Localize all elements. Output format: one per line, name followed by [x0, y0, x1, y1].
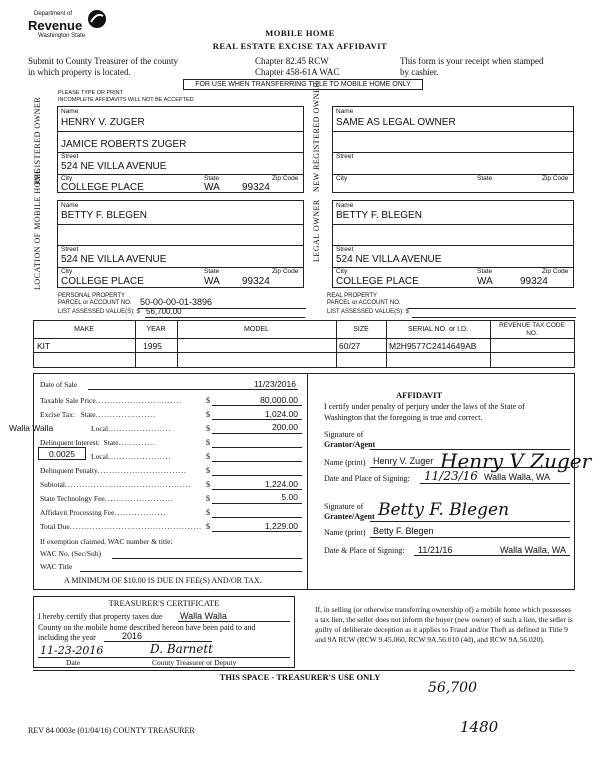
nro-city-label: City [336, 175, 348, 182]
rp-label2: PARCEL or ACCOUNT NO. [327, 300, 401, 306]
ro-city: COLLEGE PLACE [61, 182, 144, 193]
nro-state-label: State [477, 175, 493, 182]
grantee-signature: Betty F. Blegen [378, 500, 510, 520]
rp-assessed-label: LIST ASSESSED VALUE(S): $ [327, 309, 409, 315]
form-title2: REAL ESTATE EXCISE TAX AFFIDAVIT [212, 41, 388, 51]
lo-street: 524 NE VILLA AVENUE [336, 254, 442, 265]
affidavit-fee-dollar: $ [206, 508, 210, 517]
submit-text2: in which property is located. [28, 67, 131, 77]
nro-name: SAME AS LEGAL OWNER [336, 117, 456, 128]
treasurer-sig-label: County Treasurer or Deputy [152, 658, 237, 667]
loc-name-label: Name [61, 202, 79, 209]
treasurer-line2: County on the mobile home described hereon have been paid to and [38, 623, 256, 632]
ro-name1: HENRY V. ZUGER [61, 117, 145, 128]
taxable-dollar: $ [206, 396, 210, 405]
chapter2: Chapter 458-61A WAC [255, 67, 340, 77]
dept-line2: Revenue [28, 18, 83, 33]
print-note1: PLEASE TYPE OR PRINT [58, 90, 124, 96]
local-county: Walla Walla [9, 423, 54, 433]
loc-state-label: State [204, 268, 220, 275]
delinquent-label: Delinquent Interest: State............. [40, 438, 156, 447]
loc-street-label: Street [61, 246, 79, 253]
ro-street-label: Street [61, 153, 79, 160]
rp-label1: REAL PROPERTY [327, 293, 378, 299]
taxable-value: 80,000.00 [260, 395, 298, 405]
fraud-notice: If, in selling (or otherwise transferring ownership of) a mobile home which possesses a tax lien, the seller does not inform the buyer (new owner) of such a lien, the seller is guilty of deliberate deception as it applies to Fraud and/or Theft as defined in Title 9 and 9A RCW (RCW 9.45.060, RCW 9A.56.010 (4d), and RCW 9A.56.020). [315, 605, 573, 644]
grantee-date: 11/21/16 [418, 545, 453, 555]
ro-name2: JAMICE ROBERTS ZUGER [61, 139, 187, 150]
dept-line1: Department of [34, 11, 73, 17]
wac-title-label: WAC Title [40, 562, 73, 571]
grantee-name-label: Name (print) [324, 528, 366, 537]
date-of-sale-value: 11/23/2016 [254, 379, 296, 389]
lo-zip: 99324 [520, 276, 548, 287]
excise-state-value: 1,024.00 [264, 409, 298, 419]
th-model: MODEL [244, 326, 269, 333]
ro-zip: 99324 [242, 182, 270, 193]
grantee-name: Betty F. Blegen [373, 526, 434, 536]
receipt2: by cashier. [400, 67, 439, 77]
loc-zip-label: Zip Code [272, 268, 299, 275]
pp-label2: PARCEL or ACCOUNT NO. [58, 300, 132, 306]
minimum-note: A MINIMUM OF $10.00 IS DUE IN FEE(S) AND/OR TAX. [64, 576, 262, 585]
loc-city: COLLEGE PLACE [61, 276, 144, 287]
chapter1: Chapter 82.45 RCW [255, 56, 329, 66]
td-size: 60/27 [339, 341, 361, 351]
wac-no-label: WAC No. (Sec/Sub) [40, 549, 102, 558]
td-year: 1995 [143, 341, 162, 351]
td-make: KIT [37, 341, 51, 351]
submit-text1: Submit to County Treasurer of the county [28, 56, 178, 66]
lo-zip-label: Zip Code [542, 268, 569, 275]
th-size: SIZE [353, 326, 369, 333]
lo-name: BETTY F. BLEGEN [336, 210, 422, 221]
penalty-label: Delinquent Penalty............................... [40, 466, 187, 475]
grantor-name-label: Name (print) [324, 458, 366, 467]
section-registered-owner: REGISTERED OWNER [33, 96, 42, 185]
grantor-date-label: Date and Place of Signing: [324, 474, 410, 483]
loc-zip: 99324 [242, 276, 270, 287]
treasurer-date-label: Date [66, 658, 81, 667]
lo-state-label: State [477, 268, 493, 275]
excise-local-value: 200.00 [272, 422, 298, 432]
treasurer-use-only: THIS SPACE - TREASURER'S USE ONLY [219, 672, 381, 682]
exemption-label: If exemption claimed, WAC number & title: [40, 537, 173, 546]
treasurer-county: Walla Walla [180, 611, 227, 621]
section-legal-owner: LEGAL OWNER [312, 199, 321, 262]
delinquent-local-dollar: $ [206, 452, 210, 461]
th-revenue-code: REVENUE TAX CODE NO. [499, 322, 565, 337]
tech-fee-value: 5.00 [281, 492, 298, 502]
treasurer-title: TREASURER'S CERTIFICATE [108, 598, 220, 608]
logo-swoosh-icon [86, 8, 108, 30]
grantor-sig-label: Signature of Grantor/Agent [324, 430, 376, 449]
transfer-banner: FOR USE WHEN TRANSFERRING TITLE TO MOBILE HOME ONLY [183, 79, 423, 90]
excise-state-dollar: $ [206, 410, 210, 419]
treasurer-line1: I hereby certify that property taxes due [38, 612, 163, 621]
treasurer-date: 11-23-2016 [40, 644, 104, 657]
excise-local-dollar: $ [206, 424, 210, 433]
ro-city-label: City [61, 175, 73, 182]
section-location: LOCATION OF MOBILE HOME [33, 168, 42, 290]
delinquent-state-dollar: $ [206, 438, 210, 447]
tech-fee-dollar: $ [206, 494, 210, 503]
receipt1: This form is your receipt when stamped [400, 56, 544, 66]
nro-name-label: Name [336, 108, 354, 115]
affidavit-fee-label: Affidavit Processing Fee.................. [40, 508, 167, 517]
lo-city: COLLEGE PLACE [336, 276, 419, 287]
grantor-date: 11/23/16 [424, 469, 478, 483]
tech-fee-label: State Technology Fee........................ [40, 494, 174, 503]
loc-city-label: City [61, 268, 73, 275]
affidavit-title: AFFIDAVIT [396, 390, 443, 400]
grantor-signature: Henry V Zuger [440, 449, 592, 473]
lo-state: WA [477, 276, 493, 287]
lo-city-label: City [336, 268, 348, 275]
ro-state-label: State [204, 175, 220, 182]
delinquent-rate: 0.0025 [38, 447, 86, 460]
td-serial: M2H9577C2414649AB [389, 341, 477, 351]
pp-label1: PERSONAL PROPERTY [58, 293, 126, 299]
ro-name-label: Name [61, 108, 79, 115]
loc-street: 524 NE VILLA AVENUE [61, 254, 167, 265]
taxable-label: Taxable Sale Price.............................. [40, 396, 182, 405]
treasurer-signature: D. Barnett [150, 642, 214, 656]
date-of-sale-label: Date of Sale [40, 380, 78, 389]
lo-name-label: Name [336, 202, 354, 209]
excise-local-label: Local...................... [91, 424, 172, 433]
pp-assessed: 56,700.00 [146, 307, 182, 316]
pp-parcel: 50-00-00-01-3896 [140, 297, 213, 307]
loc-state: WA [204, 276, 220, 287]
ro-zip-label: Zip Code [272, 175, 299, 182]
form-number: REV 84 0003e (01/04/16) COUNTY TREASURER [28, 726, 195, 735]
affidavit-text: I certify under penalty of perjury under the laws of the State of Washington that the foregoing is true and correct. [324, 402, 525, 422]
penalty-dollar: $ [206, 466, 210, 475]
grantee-date-label: Date & Place of Signing: [324, 546, 405, 555]
grantee-place: Walla Walla, WA [500, 545, 567, 555]
subtotal-label: Subtotal............................................ [40, 480, 192, 489]
grantee-sig-label: Signature of Grantee/Agent [324, 502, 375, 521]
loc-name: BETTY F. BLEGEN [61, 210, 147, 221]
grantor-name: Henry V. Zuger [373, 456, 434, 466]
footer-hand-number: 1480 [460, 718, 499, 736]
lo-street-label: Street [336, 246, 354, 253]
excise-state-label: Excise Tax: State..................... [40, 410, 156, 419]
pp-assessed-label: LIST ASSESSED VALUE(S): $ [58, 309, 140, 315]
nro-street-label: Street [336, 153, 354, 160]
total-label: Total Due.............................................. [40, 522, 202, 531]
dept-line3: Washington State [38, 33, 86, 39]
total-value: 1,229.00 [264, 521, 298, 531]
ro-state: WA [204, 182, 220, 193]
subtotal-value: 1,224.00 [264, 479, 298, 489]
footer-hand-value: 56,700 [428, 680, 477, 696]
subtotal-dollar: $ [206, 480, 210, 489]
form-title1: MOBILE HOME [265, 28, 335, 38]
total-dollar: $ [206, 522, 210, 531]
nro-zip-label: Zip Code [542, 175, 569, 182]
th-year: YEAR [146, 326, 166, 333]
print-note2: INCOMPLETE AFFIDAVITS WILL NOT BE ACCEPTED [58, 97, 194, 103]
ro-street: 524 NE VILLA AVENUE [61, 161, 167, 172]
th-serial: SERIAL NO. or I.D. [407, 326, 469, 333]
treasurer-line3: including the year [38, 633, 96, 642]
grantor-place: Walla Walla, WA [484, 472, 551, 482]
treasurer-year: 2016 [122, 631, 143, 641]
delinquent-local-label: Local...................... [91, 452, 172, 461]
section-new-registered-owner: NEW REGISTERED OWNER [312, 81, 321, 192]
th-make: MAKE [74, 326, 94, 333]
